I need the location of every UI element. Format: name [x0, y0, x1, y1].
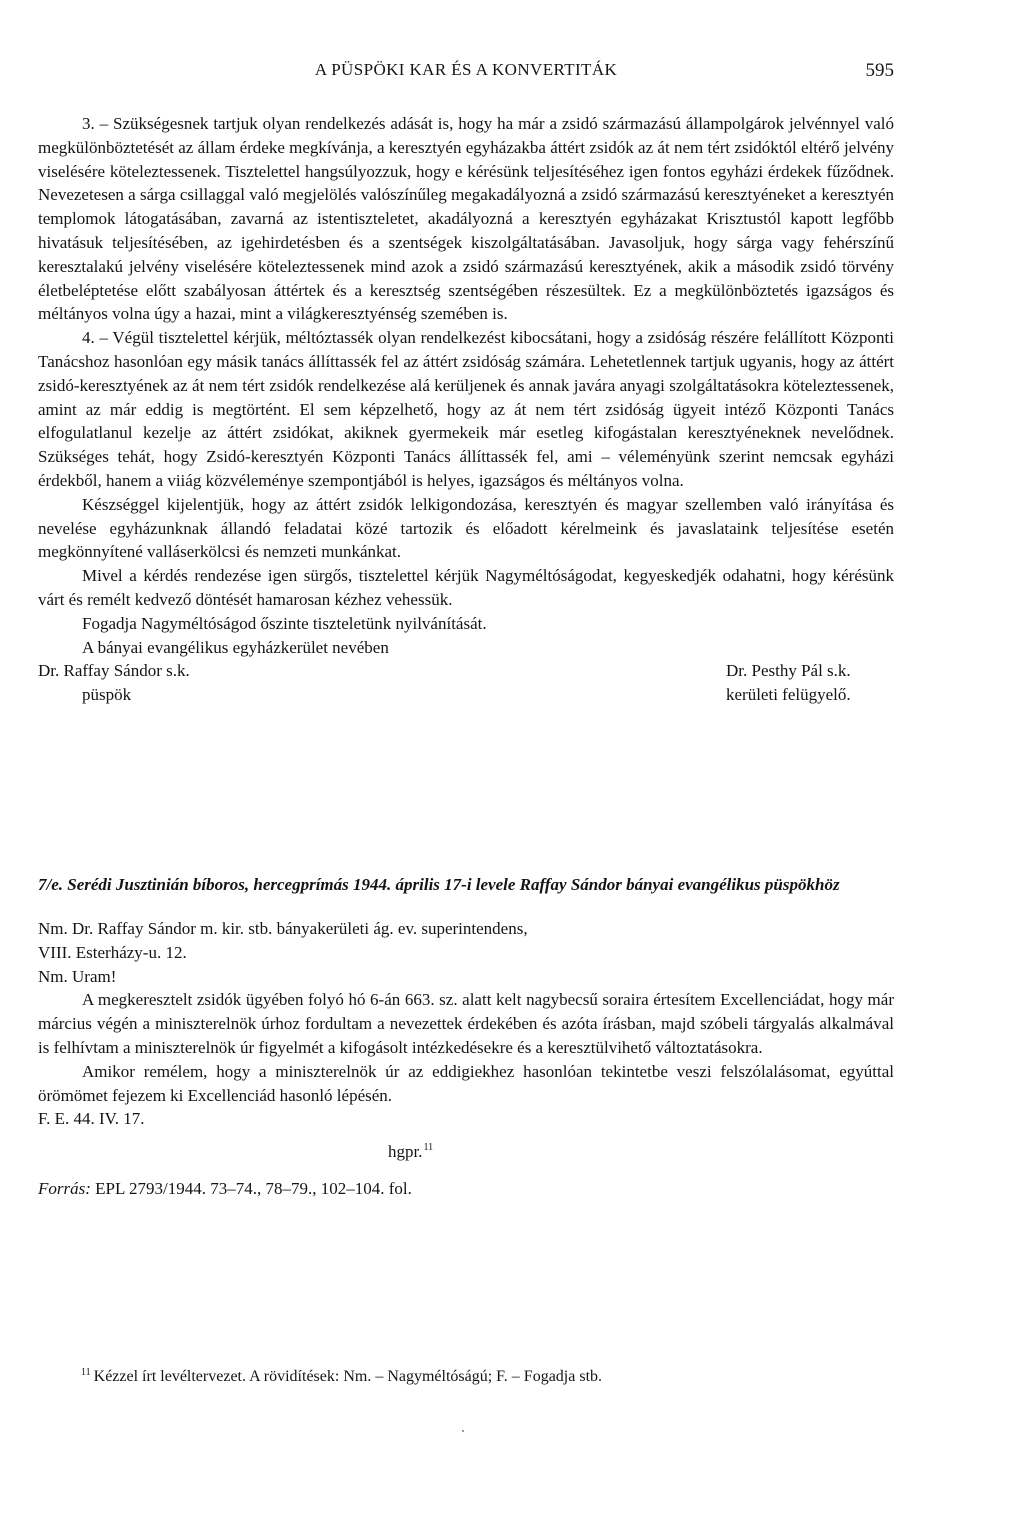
- address-line: Nm. Dr. Raffay Sándor m. kir. stb. bányakerületi ág. ev. superintendens,: [38, 919, 528, 938]
- footnote: [38, 1362, 894, 1388]
- source-line: [38, 1177, 894, 1201]
- second-document: [38, 873, 894, 1201]
- footnote-text: $^{11}$ Kézzel írt levéltervezet. A rövidítések: Nm. – Nagyméltóságú; F. – Fogadja stb.: [81, 1367, 603, 1385]
- page-number: 595: [865, 60, 894, 81]
- running-title: A PÜSPÖKI KAR ÉS A KONVERTITÁK: [314, 60, 618, 79]
- paragraph-point-3: 3. – Szükségesnek tartjuk olyan rendelkezés adását is, hogy ha már a zsidó származású állampolgárok jelvénnyel való megkülönböztetését az állam érdeke megkívánja, a keresztyén egyházakba áttért zsidók az át nem tért zsidóktól eltérő jelvény viselésére köteleztessenek. Tisztelettel hangsúlyozzuk, hogy e kérésünk teljesítéséhez igen fontos egyházi érdekek fűződnek. Nevezetesen a sárga csillaggal való megjelölés valószínűleg megakadályozná a zsidó származású keresztyéneket a keresztyén templomok látogatásában, zavarná az istentiszteletet, akadályozná a keresztyén egyházakat Krisztustól kapott legfőbb hivatásuk teljesítésében, az igehirdetésben és a szentségek kiszolgáltatásában. Javasoljuk, hogy sárga vagy fehérszínű keresztalakú jelvény viselésére köteleztessenek mind azok a zsidó származású keresztyének, akik a második zsidó törvény életbeléptetése előtt szabályosan áttértek és a keresztség szentségében részesültek. Ez a megkülönböztetés igazságos és méltányos volna úgy a hazai, mint a világkeresztyénség szemében is.: [38, 114, 894, 324]
- paragraph-request: Mivel a kérdés rendezése igen sürgős, tisztelettel kérjük Nagyméltóságodat, kegyeskedjék odahatni, hogy kérésünk várt és remélt kedvező döntését hamarosan kézhez vehessük.: [38, 566, 894, 609]
- closing-salutation: Fogadja Nagyméltóságod őszinte tiszteletünk nyilvánítását.: [82, 613, 487, 633]
- signature-left-name: Dr. Raffay Sándor s.k.: [38, 661, 190, 681]
- date-line: F. E. 44. IV. 17.: [38, 1109, 145, 1129]
- signature-right-name: Dr. Pesthy Pál s.k.: [726, 661, 851, 681]
- footnote-marker: 11: [423, 1142, 434, 1154]
- signature-names-row: [38, 659, 894, 683]
- paragraph-declaration: Készséggel kijelentjük, hogy az áttért zsidók lelkigondozása, keresztyén és magyar szellemben való irányítása és nevelése egyházunknak állandó feladatai közé tartozik és előadott kérelmeink és javaslataink teljesítése esetén megkönnyítené valláserkölcsi és nemzeti munkánkat.: [38, 494, 894, 562]
- footnote-number: 11: [81, 1367, 91, 1378]
- initials: hgpr.$^{11}$: [388, 1142, 434, 1162]
- signature-left-title: püspök: [82, 685, 132, 705]
- source-text: EPL 2793/1944. 73–74., 78–79., 102–104. fol.: [95, 1179, 412, 1199]
- on-behalf-line: A bányai evangélikus egyházkerület nevében: [82, 637, 389, 657]
- source-label: Forrás:: [38, 1179, 91, 1199]
- letter-paragraph: A megkeresztelt zsidók ügyében folyó hó 6-án 663. sz. alatt kelt nagybecsű soraira értesítem Excellenciádat, hogy már március végén a miniszterelnök úrhoz fordultam a nevezettek érdekében és azóta írásban, majd szóbeli tárgyalás alkalmával is felhívtam a miniszterelnök úr figyelmét a kifogásolt intézkedésekre és a keresztülvihető változtatásokra.: [38, 990, 894, 1057]
- page-speck: [462, 1430, 464, 1432]
- letter-paragraph: Amikor remélem, hogy a miniszterelnök úr az eddigiekhez hasonlóan tekintetbe veszi felszólalásomat, egyúttal örömömet fejezem ki Excellenciád hasonló lépésén.: [38, 1061, 894, 1105]
- salutation: Nm. Uram!: [38, 966, 117, 986]
- letter-body: [38, 112, 894, 707]
- document-heading: 7/e. Serédi Jusztinián bíboros, hercegprímás 1944. április 17-i levele Raffay Sándor bányai evangélikus püspökhöz: [38, 875, 840, 894]
- running-header: [38, 60, 894, 86]
- address-line: VIII. Esterházy-u. 12.: [38, 942, 187, 962]
- initials-row: [38, 1131, 894, 1165]
- signature-right-title: kerületi felügyelő.: [726, 685, 851, 705]
- paragraph-point-4: 4. – Végül tisztelettel kérjük, méltóztassék olyan rendelkezést kibocsátani, hogy a zsidóság részére felállított Központi Tanácshoz hasonlóan egy másik tanács állíttassék fel az áttért zsidóság számára. Lehetetlennek tartjuk ugyanis, hogy az áttért zsidó-keresztyének az át nem tért zsidók rendelkezése alá kerüljenek és annak javára anyagi szolgáltatásokra köteleztessenek, amint az már eddig is megtörtént. El sem képzelhető, hogy az át nem tért zsidóság ügyeit intéző Központi Tanács elfogulatlanul kezelje az áttért zsidókat, akiknek gyermekeik már esetleg kifogástalan keresztyéneknek nevelődnek. Szükséges tehát, hogy Zsidó-keresztyén Központi Tanács állíttassék fel, ami – véleményünk szerint nemcsak egyházi érdekből, hanem a viiág közvéleménye szempontjából is helyes, igazságos és méltányos volna.: [38, 328, 894, 490]
- signature-titles-row: [38, 683, 894, 707]
